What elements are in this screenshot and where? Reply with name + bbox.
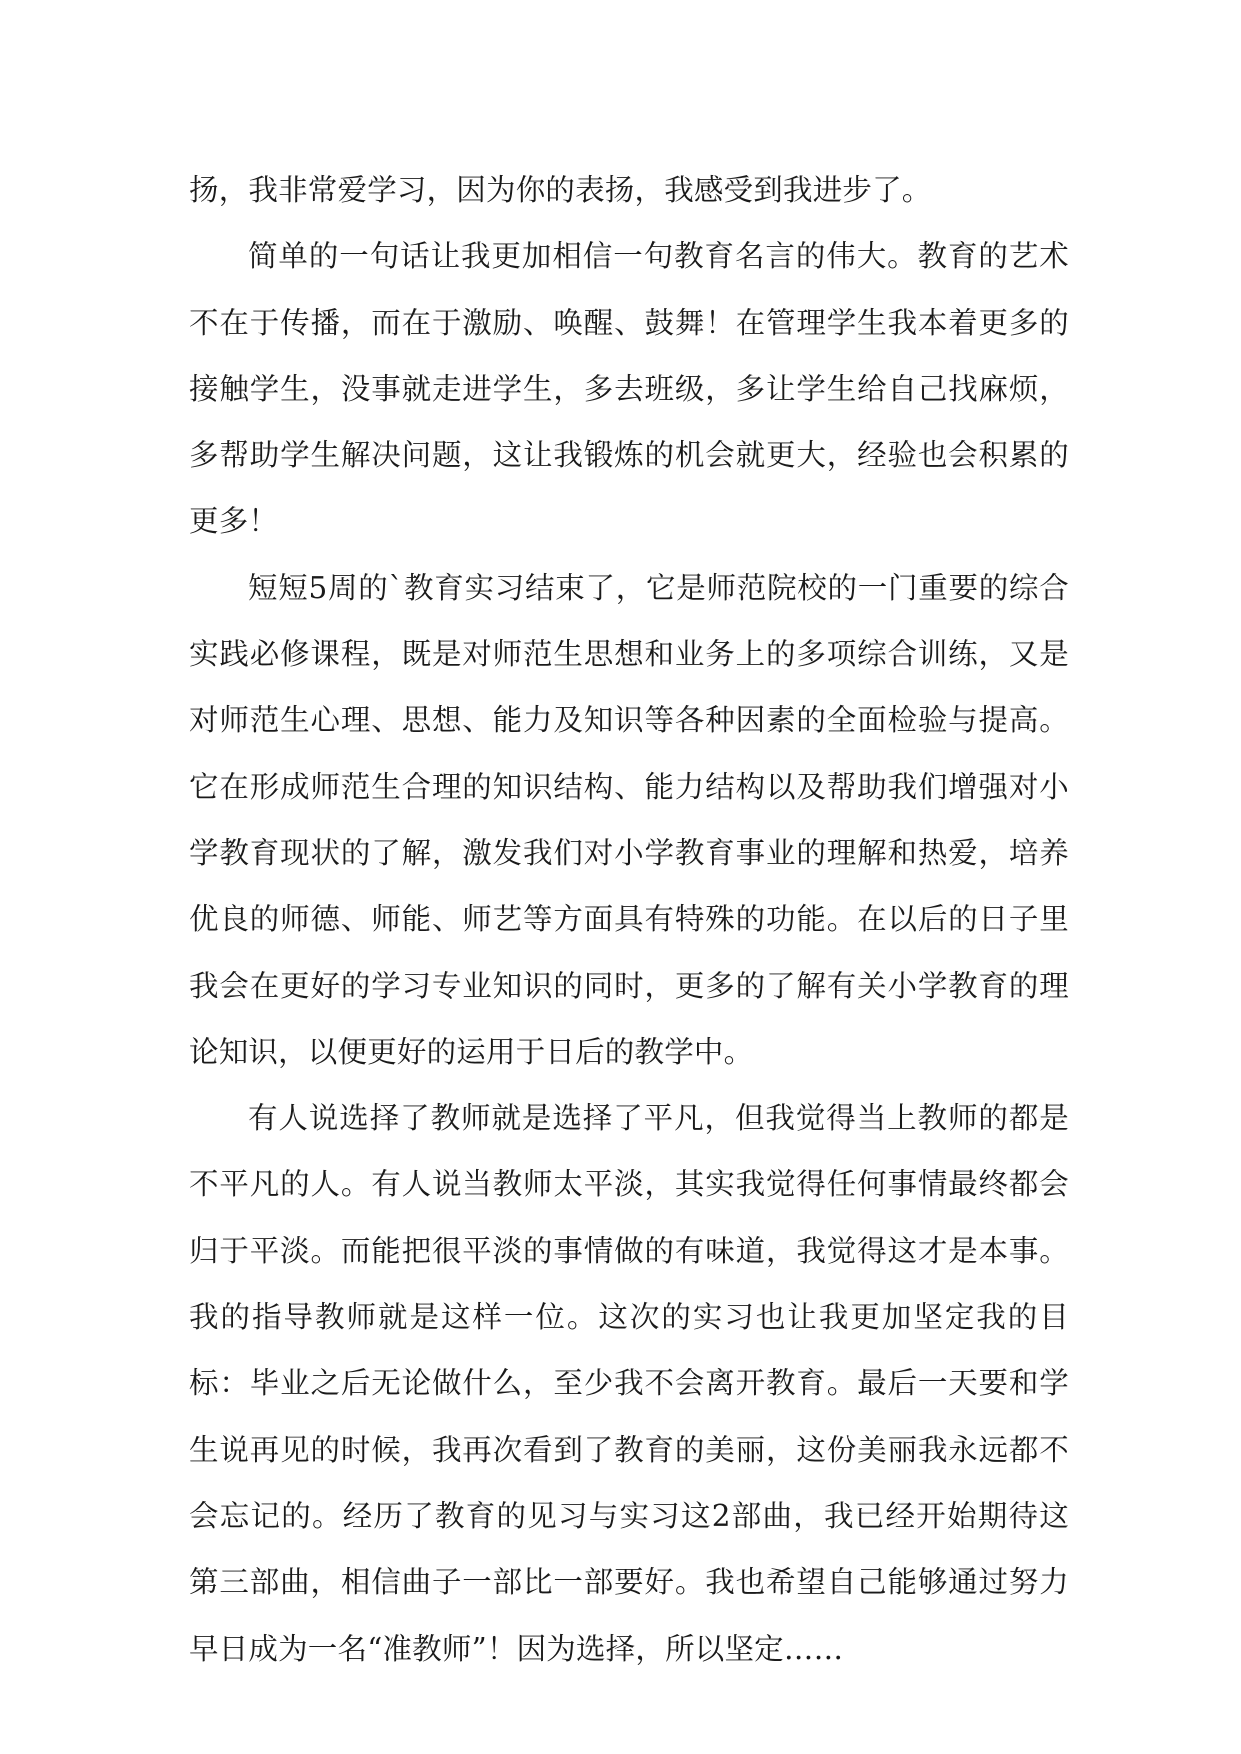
paragraph-education-quote: 简单的一句话让我更加相信一句教育名言的伟大。教育的艺术不在于传播，而在于激励、唤醒、鼓舞！在管理学生我本着更多的接触学生，没事就走进学生，多去班级，多让学生给自己找麻烦，多帮助学生解决问题，这让我锻炼的机会就更大，经验也会积累的更多！ <box>189 239 1069 539</box>
document-body <box>189 157 1069 1682</box>
paragraph-internship-summary: 短短5周的`教育实习结束了，它是师范院校的一门重要的综合实践必修课程，既是对师范生思想和业务上的多项综合训练，又是对师范生心理、思想、能力及知识等各种因素的全面检验与提高。它在形成师范生合理的知识结构、能力结构以及帮助我们增强对小学教育现状的了解，激发我们对小学教育事业的理解和热爱，培养优良的师德、师能、师艺等方面具有特殊的功能。在以后的日子里我会在更好的学习专业知识的同时，更多的了解有关小学教育的理论知识，以便更好的运用于日后的教学中。 <box>189 570 1069 1069</box>
paragraph-continuation: 扬，我非常爱学习，因为你的表扬，我感受到我进步了。 <box>189 173 932 207</box>
paragraph-teacher-reflection: 有人说选择了教师就是选择了平凡，但我觉得当上教师的都是不平凡的人。有人说当教师太平淡，其实我觉得任何事情最终都会归于平淡。而能把很平淡的事情做的有味道，我觉得这才是本事。我的指导教师就是这样一位。这次的实习也让我更加坚定我的目标：毕业之后无论做什么，至少我不会离开教育。最后一天要和学生说再见的时候，我再次看到了教育的美丽，这份美丽我永远都不会忘记的。经历了教育的见习与实习这2部曲，我已经开始期待这第三部曲，相信曲子一部比一部要好。我也希望自己能够通过努力早日成为一名“准教师”！因为选择，所以坚定…… <box>189 1101 1069 1666</box>
